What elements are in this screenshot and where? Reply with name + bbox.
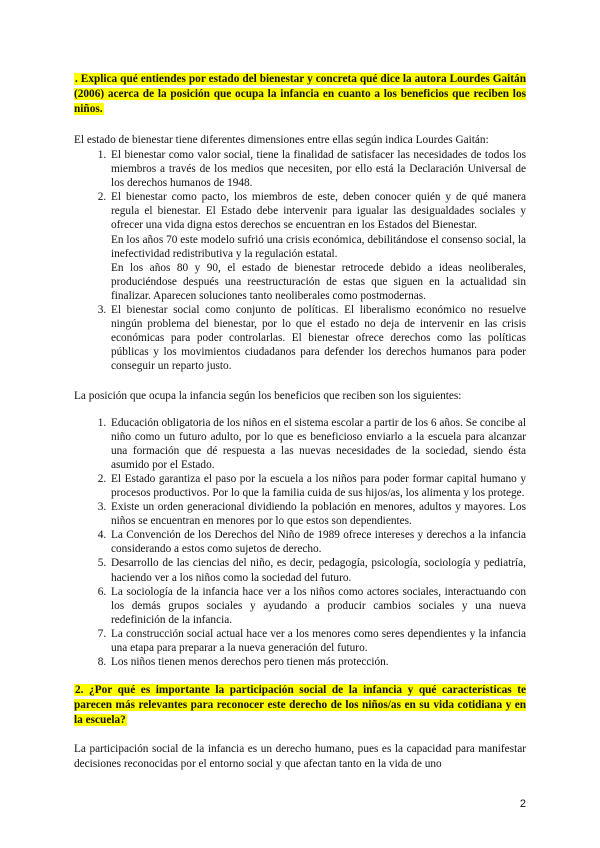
question-1-text: . Explica qué entiendes por estado del bienestar y concreta qué dice la autora Lourdes Gaitán (2006) acerca de la posición que ocupa la infancia en cuanto a los beneficios que reciben los niños.	[74, 73, 526, 115]
list-item: 1. Educación obligatoria de los niños en el sistema escolar a partir de los 6 años. Se concibe al niño como un futuro adulto, por lo que es beneficioso enviarlo a la escuela para alcanzar una formación que dé respuesta a las nuevas necesidades de la sociedad, siendo ésta asumido por el Estado.	[109, 416, 526, 472]
intro-paragraph-2: La posición que ocupa la infancia según los beneficios que reciben son los siguientes:	[74, 389, 462, 402]
list-item-text: 1. El bienestar como valor social, tiene la finalidad de satisfacer las necesidades de todos los miembros a través de los medios que necesiten, por ello está la Declaración Universal de los derechos humanos de 1948.	[111, 149, 526, 190]
final-paragraph: La participación social de la infancia es un derecho humano, pues es la capacidad para manifestar decisiones reconocidas por el entorno social y que afectan tanto en la vida de uno	[74, 743, 526, 771]
list-item: 4. La Convención de los Derechos del Niño de 1989 ofrece intereses y derechos a la infancia considerando a estos como sujetos de derecho.	[109, 528, 526, 556]
list-item: 8. Los niños tienen menos derechos pero tienen más protección.	[109, 655, 526, 669]
page-number: 2	[519, 798, 526, 810]
question-2-heading	[74, 683, 526, 728]
list-item	[109, 148, 526, 190]
list-item: 2. El Estado garantiza el paso por la escuela a los niños para poder formar capital humano y procesos productivos. Por lo que la familia cuida de sus hijos/as, los alimenta y los protege.	[109, 472, 526, 500]
list-item-text: 3. El bienestar social como conjunto de políticas. El liberalismo económico no resuelve ningún problema del bienestar, por lo que el estado no deja de intervenir en las crisis económicas para poder controlarlas. El bienestar ofrece derechos como las políticas públicas y los movimientos ciudadanos para defender los derechos humanos para poder conseguir un reparto justo.	[111, 304, 526, 373]
question-2-text: 2. ¿Por qué es importante la participación social de la infancia y qué características te parecen más relevantes para reconocer este derecho de los niños/as en su vida cotidiana y en la escuela?	[74, 684, 526, 727]
list-item: 6. La sociología de la infancia hace ver a los niños como actores sociales, interactuando con los demás grupos sociales y ayudando a producir cambios sociales y una nueva redefinición de la infancia.	[109, 585, 526, 627]
list-item	[109, 303, 526, 373]
list-item: 3. Existe un orden generacional dividiendo la población en menores, adultos y mayores. Los niños se encuentran en menores por lo que estos son dependientes.	[109, 500, 526, 528]
list-item-text: En los años 70 este modelo sufrió una crisis económica, debilitándose el consenso social, la inefectividad redistributiva y la regulación estatal.	[111, 233, 526, 260]
list-item-text: En los años 80 y 90, el estado de bienestar retrocede debido a ideas neoliberales, produciéndose después una reestructuración de estas que siguen en la actualidad sin finalizar. Aparecen soluciones tanto neoliberales como postmodernas.	[111, 261, 526, 302]
list-item-text: 2. El bienestar como pacto, los miembros de este, deben conocer quién y de qué manera regula el bienestar. El Estado debe intervenir para igualar las desigualdades sociales y ofrecer una vida digna estos derechos se encuentran en los Estados del Bienestar.	[111, 191, 526, 232]
question-1-heading	[74, 72, 526, 117]
list-item: 5. Desarrollo de las ciencias del niño, es decir, pedagogía, psicología, sociología y pediatría, haciendo ver a los niños como la sociedad del futuro.	[109, 556, 526, 584]
intro-paragraph-1: El estado de bienestar tiene diferentes dimensiones entre ellas según indica Lourdes Gaitán:	[74, 134, 489, 146]
welfare-dimensions-list	[74, 148, 526, 374]
list-item: 7. La construcción social actual hace ver a los menores como seres dependientes y la infancia una etapa para preparar a la nueva generación del futuro.	[109, 627, 526, 655]
childhood-position-list	[74, 416, 526, 670]
list-item	[109, 190, 526, 303]
